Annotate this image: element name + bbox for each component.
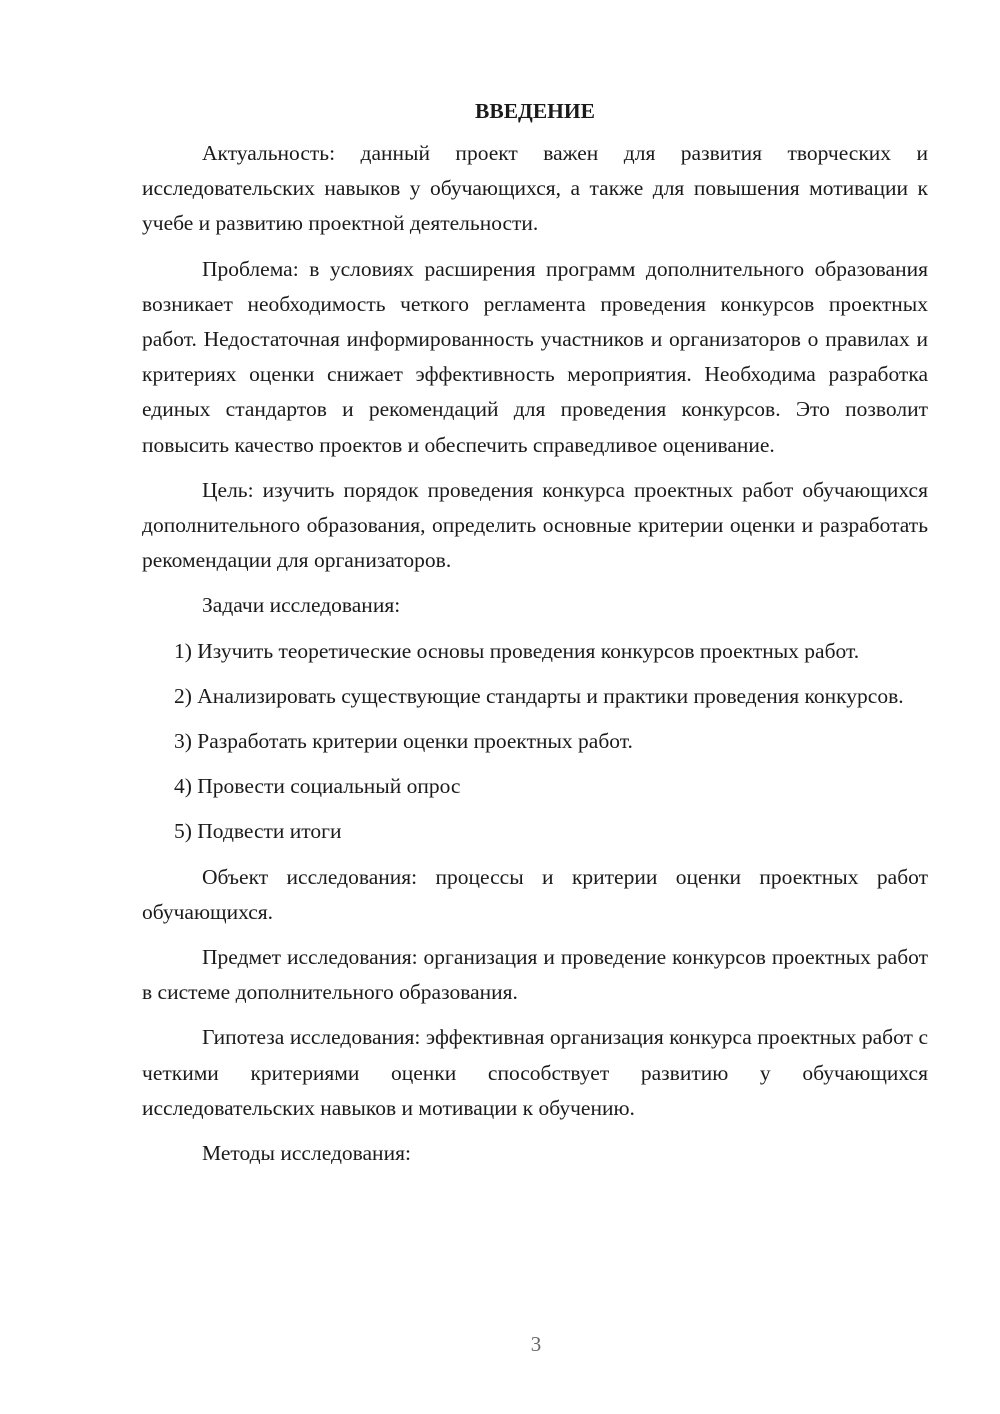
methods-heading: Методы исследования: <box>202 1141 411 1166</box>
problem-paragraph: Проблема: в условиях расширения программ дополнительного образования возникает необходимость четкого регламента проведения конкурсов проектных работ. Недостаточная информированность участников и организаторов о правилах и критериях оценки снижает эффективность мероприятия. Необходима разработка единых стандартов и рекомендаций для проведения конкурсов. Это позволит повысить качество проектов и обеспечить справедливое оценивание. <box>142 256 928 457</box>
hypothesis-paragraph: Гипотеза исследования: эффективная организация конкурса проектных работ с четкими критериями оценки способствует развитию у обучающихся исследовательских навыков и мотивации к обучению. <box>142 1025 928 1120</box>
page-number: 3 <box>530 1332 542 1356</box>
object-paragraph: Объект исследования: процессы и критерии оценки проектных работ обучающихся. <box>142 864 928 924</box>
subject-paragraph: Предмет исследования: организация и проведение конкурсов проектных работ в системе дополнительного образования. <box>142 945 928 1005</box>
page-content <box>142 96 928 1181</box>
section-title: ВВЕДЕНИЕ <box>475 99 595 123</box>
task-item-1: 1) Изучить теоретические основы проведения конкурсов проектных работ. <box>174 638 860 663</box>
task-item-4: 4) Провести социальный опрос <box>174 774 461 799</box>
relevance-paragraph: Актуальность: данный проект важен для развития творческих и исследовательских навыков у обучающихся, а также для повышения мотивации к учебе и развитию проектной деятельности. <box>142 141 928 236</box>
tasks-heading: Задачи исследования: <box>202 593 401 618</box>
task-item-3: 3) Разработать критерии оценки проектных работ. <box>174 729 633 754</box>
task-item-5: 5) Подвести итоги <box>174 819 342 844</box>
task-item-2: 2) Анализировать существующие стандарты и практики проведения конкурсов. <box>174 683 904 708</box>
goal-paragraph: Цель: изучить порядок проведения конкурса проектных работ обучающихся дополнительного образования, определить основные критерии оценки и разработать рекомендации для организаторов. <box>142 477 928 573</box>
